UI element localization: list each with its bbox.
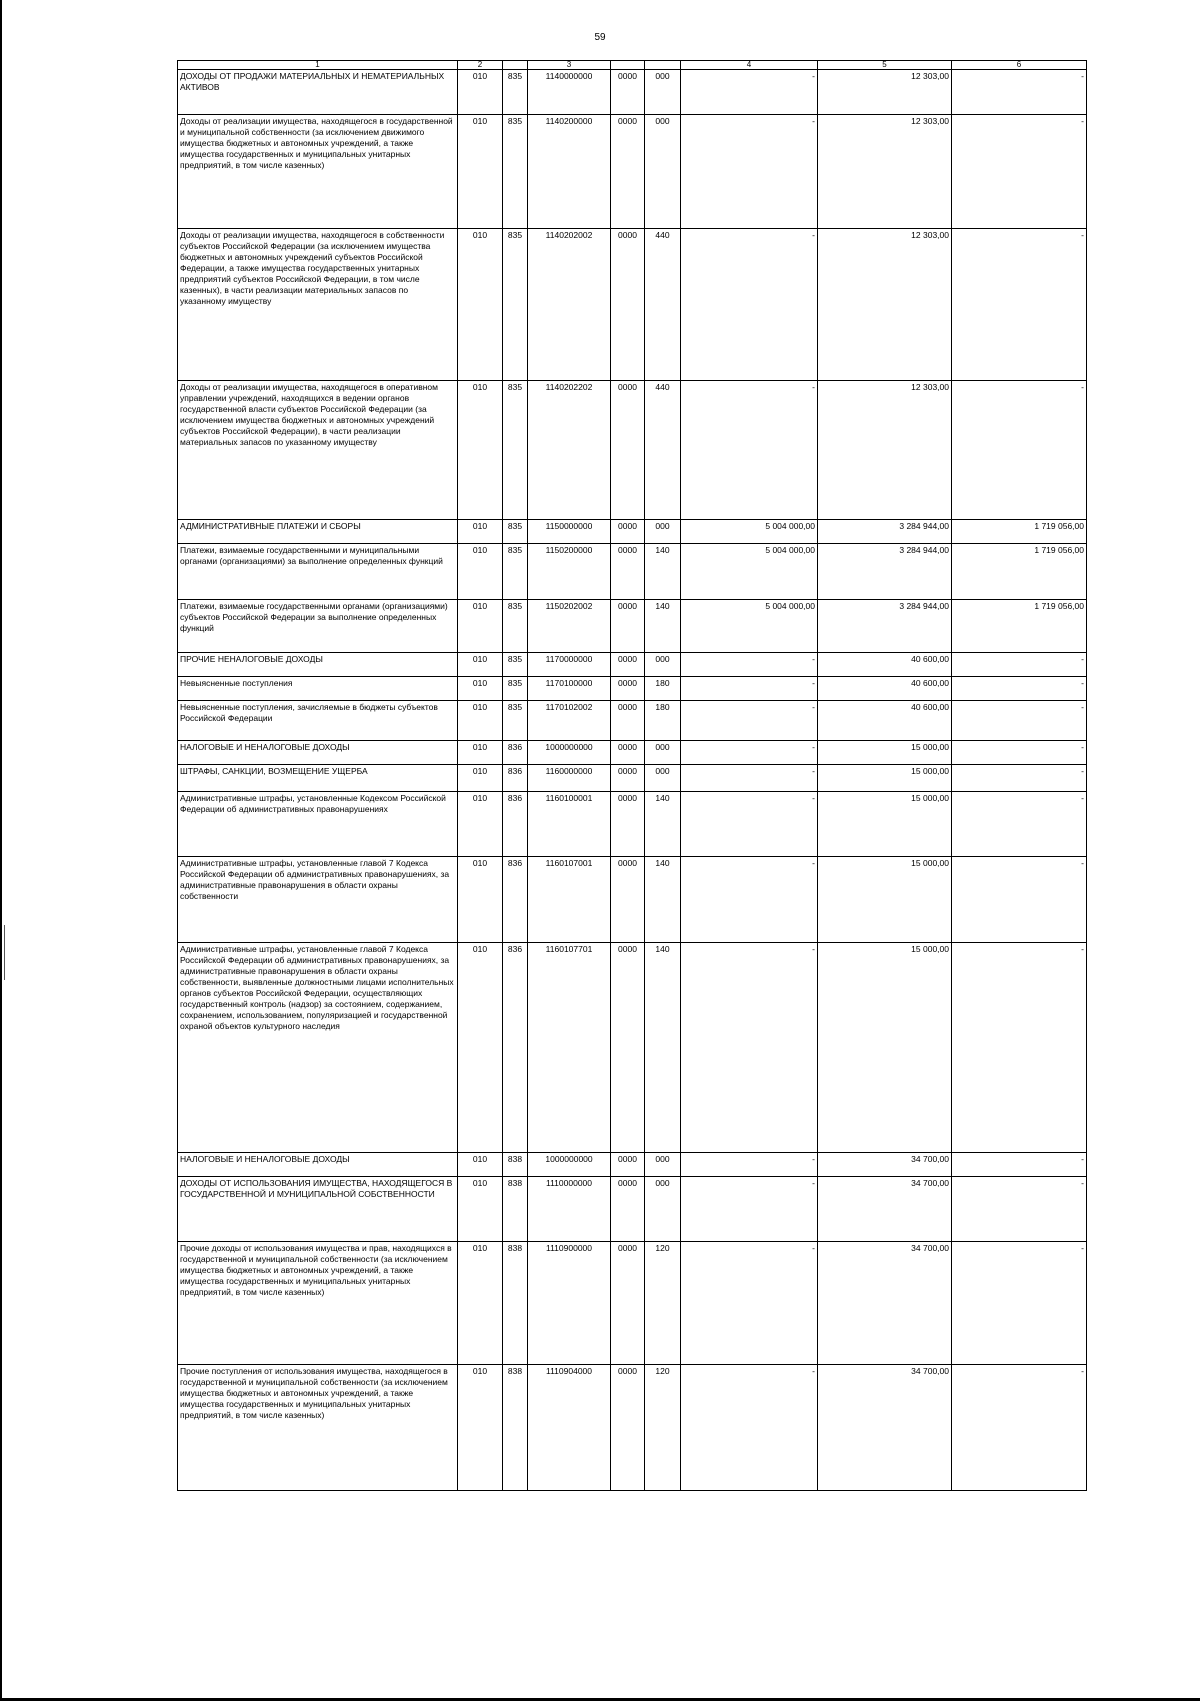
row-value-col6: -: [952, 943, 1087, 1153]
row-value-col4: -: [681, 765, 818, 792]
row-value-col4: 5 004 000,00: [681, 600, 818, 653]
row-admin-code: 836: [503, 765, 528, 792]
row-value-col6: -: [952, 1242, 1087, 1365]
row-revenue-code: 1170102002: [528, 701, 611, 741]
row-admin-code: 835: [503, 229, 528, 381]
row-revenue-code: 1140202202: [528, 381, 611, 520]
row-kind-code: 120: [645, 1242, 681, 1365]
row-admin-code: 835: [503, 115, 528, 229]
row-admin-code: 838: [503, 1365, 528, 1491]
header-row: [178, 61, 1087, 70]
row-value-col5: 12 303,00: [818, 381, 952, 520]
row-admin-code: 835: [503, 677, 528, 701]
row-revenue-code: 1000000000: [528, 1153, 611, 1177]
row-section-code: 010: [458, 943, 503, 1153]
row-revenue-code: 1170100000: [528, 677, 611, 701]
header-cell-5: 5: [818, 61, 952, 70]
row-admin-code: 836: [503, 741, 528, 765]
row-section-code: 010: [458, 115, 503, 229]
row-value-col4: -: [681, 653, 818, 677]
row-name: ДОХОДЫ ОТ ИСПОЛЬЗОВАНИЯ ИМУЩЕСТВА, НАХОДЯЩЕГОСЯ В ГОСУДАРСТВЕННОЙ И МУНИЦИПАЛЬНОЙ СОБСТВЕННОСТИ: [178, 1177, 458, 1242]
row-admin-code: 838: [503, 1242, 528, 1365]
row-program-code: 0000: [611, 677, 645, 701]
row-program-code: 0000: [611, 229, 645, 381]
row-kind-code: 180: [645, 701, 681, 741]
row-kind-code: 000: [645, 115, 681, 229]
table-row: [178, 1153, 1087, 1177]
row-value-col4: 5 004 000,00: [681, 520, 818, 544]
row-program-code: 0000: [611, 115, 645, 229]
scan-mark: [4, 925, 5, 980]
row-program-code: 0000: [611, 653, 645, 677]
row-program-code: 0000: [611, 1177, 645, 1242]
row-name: НАЛОГОВЫЕ И НЕНАЛОГОВЫЕ ДОХОДЫ: [178, 1153, 458, 1177]
row-revenue-code: 1150202002: [528, 600, 611, 653]
header-cell-2: 2: [458, 61, 503, 70]
revenue-table: [177, 60, 1087, 1491]
row-value-col4: -: [681, 677, 818, 701]
row-kind-code: 120: [645, 1365, 681, 1491]
row-section-code: 010: [458, 741, 503, 765]
row-kind-code: 000: [645, 1177, 681, 1242]
row-section-code: 010: [458, 1177, 503, 1242]
row-section-code: 010: [458, 229, 503, 381]
table-row: [178, 520, 1087, 544]
row-name: ПРОЧИЕ НЕНАЛОГОВЫЕ ДОХОДЫ: [178, 653, 458, 677]
row-section-code: 010: [458, 677, 503, 701]
row-revenue-code: 1140200000: [528, 115, 611, 229]
row-value-col6: -: [952, 677, 1087, 701]
row-value-col5: 34 700,00: [818, 1177, 952, 1242]
row-name: Административные штрафы, установленные главой 7 Кодекса Российской Федерации об административных правонарушениях, за административные правонарушения в области охраны собственности: [178, 857, 458, 943]
table-row: [178, 381, 1087, 520]
row-value-col4: -: [681, 1242, 818, 1365]
row-value-col5: 12 303,00: [818, 115, 952, 229]
row-section-code: 010: [458, 653, 503, 677]
row-revenue-code: 1160100001: [528, 792, 611, 857]
row-revenue-code: 1110900000: [528, 1242, 611, 1365]
table-body: [178, 61, 1087, 1491]
row-admin-code: 835: [503, 701, 528, 741]
row-program-code: 0000: [611, 701, 645, 741]
row-value-col4: -: [681, 229, 818, 381]
row-value-col4: -: [681, 115, 818, 229]
header-cell-spacer: [503, 61, 528, 70]
row-section-code: 010: [458, 1242, 503, 1365]
row-revenue-code: 1150000000: [528, 520, 611, 544]
row-value-col6: -: [952, 381, 1087, 520]
row-value-col5: 15 000,00: [818, 741, 952, 765]
row-value-col6: -: [952, 1365, 1087, 1491]
row-admin-code: 838: [503, 1177, 528, 1242]
row-section-code: 010: [458, 765, 503, 792]
table-row: [178, 1242, 1087, 1365]
row-kind-code: 000: [645, 741, 681, 765]
table-row: [178, 701, 1087, 741]
row-kind-code: 140: [645, 544, 681, 600]
row-name: Платежи, взимаемые государственными органами (организациями) субъектов Российской Федерации за выполнение определенных функций: [178, 600, 458, 653]
row-value-col5: 15 000,00: [818, 792, 952, 857]
row-value-col5: 40 600,00: [818, 677, 952, 701]
row-kind-code: 000: [645, 70, 681, 115]
row-section-code: 010: [458, 544, 503, 600]
row-program-code: 0000: [611, 544, 645, 600]
row-value-col4: -: [681, 1177, 818, 1242]
row-revenue-code: 1150200000: [528, 544, 611, 600]
table-row: [178, 677, 1087, 701]
row-value-col5: 34 700,00: [818, 1153, 952, 1177]
row-admin-code: 836: [503, 857, 528, 943]
row-value-col6: -: [952, 653, 1087, 677]
row-admin-code: 835: [503, 544, 528, 600]
row-kind-code: 180: [645, 677, 681, 701]
row-value-col5: 12 303,00: [818, 70, 952, 115]
row-program-code: 0000: [611, 70, 645, 115]
row-program-code: 0000: [611, 1153, 645, 1177]
row-kind-code: 000: [645, 520, 681, 544]
table-row: [178, 741, 1087, 765]
row-program-code: 0000: [611, 600, 645, 653]
row-admin-code: 835: [503, 653, 528, 677]
row-program-code: 0000: [611, 943, 645, 1153]
row-program-code: 0000: [611, 792, 645, 857]
table-row: [178, 1365, 1087, 1491]
table-row: [178, 653, 1087, 677]
table-row: [178, 544, 1087, 600]
header-cell-1: 1: [178, 61, 458, 70]
row-value-col6: 1 719 056,00: [952, 544, 1087, 600]
scan-edge-left: [0, 0, 2, 1701]
row-kind-code: 000: [645, 765, 681, 792]
row-value-col4: -: [681, 741, 818, 765]
row-value-col4: -: [681, 857, 818, 943]
row-name: Административные штрафы, установленные главой 7 Кодекса Российской Федерации об административных правонарушениях, за административные правонарушения в области охраны собственности, выявленные должностными лицами исполнительных органов субъектов Российской Федерации, осуществляющих государственный контроль (надзор) за состоянием, содержанием, сохранением, использованием, популяризацией и государственной охраной объектов культурного наследия: [178, 943, 458, 1153]
row-kind-code: 000: [645, 653, 681, 677]
row-program-code: 0000: [611, 857, 645, 943]
row-name: Прочие доходы от использования имущества и прав, находящихся в государственной и муниципальной собственности (за исключением имущества бюджетных и автономных учреждений, а также имущества государственных и муниципальных унитарных предприятий, в том числе казенных): [178, 1242, 458, 1365]
row-value-col5: 40 600,00: [818, 701, 952, 741]
row-value-col4: -: [681, 1153, 818, 1177]
row-kind-code: 140: [645, 857, 681, 943]
row-admin-code: 836: [503, 792, 528, 857]
row-name: Доходы от реализации имущества, находящегося в государственной и муниципальной собственности (за исключением движимого имущества бюджетных и автономных учреждений, а также имущества государственных и муниципальных унитарных предприятий, в том числе казенных): [178, 115, 458, 229]
row-program-code: 0000: [611, 765, 645, 792]
row-name: Прочие поступления от использования имущества, находящегося в государственной и муниципальной собственности (за исключением имущества бюджетных и автономных учреждений, а также имущества государственных и муниципальных унитарных предприятий, в том числе казенных): [178, 1365, 458, 1491]
row-name: Платежи, взимаемые государственными и муниципальными органами (организациями) за выполнение определенных функций: [178, 544, 458, 600]
row-value-col6: -: [952, 792, 1087, 857]
row-value-col5: 15 000,00: [818, 943, 952, 1153]
row-value-col5: 15 000,00: [818, 765, 952, 792]
row-admin-code: 836: [503, 943, 528, 1153]
row-kind-code: 440: [645, 381, 681, 520]
row-name: Доходы от реализации имущества, находящегося в оперативном управлении учреждений, находящихся в ведении органов государственной власти субъектов Российской Федерации (за исключением имущества бюджетных и автономных учреждений субъектов Российской Федерации), в части реализации материальных запасов по указанному имуществу: [178, 381, 458, 520]
row-value-col6: -: [952, 857, 1087, 943]
table-row: [178, 765, 1087, 792]
row-value-col5: 12 303,00: [818, 229, 952, 381]
row-section-code: 010: [458, 792, 503, 857]
row-kind-code: 440: [645, 229, 681, 381]
row-value-col4: -: [681, 943, 818, 1153]
row-value-col6: -: [952, 70, 1087, 115]
row-value-col4: -: [681, 70, 818, 115]
row-revenue-code: 1140202002: [528, 229, 611, 381]
row-value-col6: -: [952, 1153, 1087, 1177]
row-name: Административные штрафы, установленные Кодексом Российской Федерации об административных правонарушениях: [178, 792, 458, 857]
table-row: [178, 1177, 1087, 1242]
row-section-code: 010: [458, 857, 503, 943]
row-kind-code: 140: [645, 792, 681, 857]
row-kind-code: 140: [645, 943, 681, 1153]
row-program-code: 0000: [611, 381, 645, 520]
row-revenue-code: 1000000000: [528, 741, 611, 765]
row-value-col6: -: [952, 701, 1087, 741]
row-section-code: 010: [458, 600, 503, 653]
row-revenue-code: 1110000000: [528, 1177, 611, 1242]
row-value-col5: 15 000,00: [818, 857, 952, 943]
row-value-col5: 40 600,00: [818, 653, 952, 677]
row-admin-code: 835: [503, 381, 528, 520]
row-value-col5: 3 284 944,00: [818, 520, 952, 544]
row-value-col5: 3 284 944,00: [818, 600, 952, 653]
table-row: [178, 115, 1087, 229]
row-value-col6: -: [952, 229, 1087, 381]
header-cell-spacer: [645, 61, 681, 70]
table-row: [178, 792, 1087, 857]
row-value-col6: 1 719 056,00: [952, 600, 1087, 653]
row-value-col6: -: [952, 765, 1087, 792]
row-program-code: 0000: [611, 1242, 645, 1365]
row-value-col4: -: [681, 381, 818, 520]
row-program-code: 0000: [611, 741, 645, 765]
header-cell-6: 6: [952, 61, 1087, 70]
row-value-col4: -: [681, 1365, 818, 1491]
table-row: [178, 600, 1087, 653]
row-name: НАЛОГОВЫЕ И НЕНАЛОГОВЫЕ ДОХОДЫ: [178, 741, 458, 765]
table-row: [178, 229, 1087, 381]
row-name: АДМИНИСТРАТИВНЫЕ ПЛАТЕЖИ И СБОРЫ: [178, 520, 458, 544]
row-kind-code: 000: [645, 1153, 681, 1177]
header-cell-spacer: [611, 61, 645, 70]
row-value-col6: -: [952, 741, 1087, 765]
row-revenue-code: 1140000000: [528, 70, 611, 115]
row-revenue-code: 1160107001: [528, 857, 611, 943]
row-name: ШТРАФЫ, САНКЦИИ, ВОЗМЕЩЕНИЕ УЩЕРБА: [178, 765, 458, 792]
row-name: Невыясненные поступления, зачисляемые в бюджеты субъектов Российской Федерации: [178, 701, 458, 741]
row-value-col4: -: [681, 701, 818, 741]
row-value-col5: 34 700,00: [818, 1365, 952, 1491]
row-admin-code: 835: [503, 600, 528, 653]
header-cell-4: 4: [681, 61, 818, 70]
row-section-code: 010: [458, 1365, 503, 1491]
table-row: [178, 70, 1087, 115]
row-section-code: 010: [458, 701, 503, 741]
row-program-code: 0000: [611, 1365, 645, 1491]
row-admin-code: 835: [503, 520, 528, 544]
row-value-col4: -: [681, 792, 818, 857]
row-name: Невыясненные поступления: [178, 677, 458, 701]
row-kind-code: 140: [645, 600, 681, 653]
row-section-code: 010: [458, 1153, 503, 1177]
row-value-col6: -: [952, 115, 1087, 229]
row-section-code: 010: [458, 70, 503, 115]
row-revenue-code: 1170000000: [528, 653, 611, 677]
row-value-col6: 1 719 056,00: [952, 520, 1087, 544]
row-name: Доходы от реализации имущества, находящегося в собственности субъектов Российской Федерации (за исключением имущества бюджетных и автономных учреждений субъектов Российской Федерации, а также имущества государственных унитарных предприятий субъектов Российской Федерации, в том числе казенных), в части реализации материальных запасов по указанному имуществу: [178, 229, 458, 381]
row-value-col4: 5 004 000,00: [681, 544, 818, 600]
row-revenue-code: 1160000000: [528, 765, 611, 792]
row-section-code: 010: [458, 520, 503, 544]
row-name: ДОХОДЫ ОТ ПРОДАЖИ МАТЕРИАЛЬНЫХ И НЕМАТЕРИАЛЬНЫХ АКТИВОВ: [178, 70, 458, 115]
header-cell-3: 3: [528, 61, 611, 70]
row-value-col5: 3 284 944,00: [818, 544, 952, 600]
row-admin-code: 835: [503, 70, 528, 115]
row-section-code: 010: [458, 381, 503, 520]
row-admin-code: 838: [503, 1153, 528, 1177]
table-row: [178, 943, 1087, 1153]
page-number: 59: [594, 32, 606, 43]
row-program-code: 0000: [611, 520, 645, 544]
row-value-col6: -: [952, 1177, 1087, 1242]
row-revenue-code: 1110904000: [528, 1365, 611, 1491]
row-revenue-code: 1160107701: [528, 943, 611, 1153]
table-row: [178, 857, 1087, 943]
row-value-col5: 34 700,00: [818, 1242, 952, 1365]
